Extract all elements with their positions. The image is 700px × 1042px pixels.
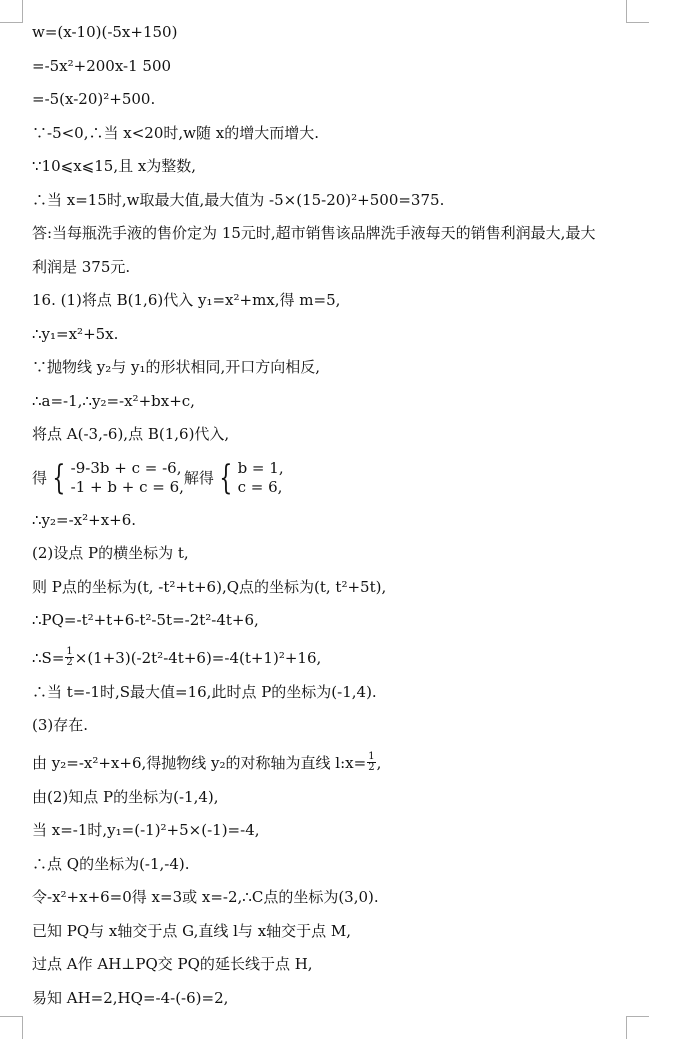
text-line: 易知 AH=2,HQ=-4-(-6)=2, <box>32 988 229 1007</box>
equation-system <box>71 459 184 497</box>
equation-row: -9-3b + c = -6, <box>70 458 182 477</box>
text-line: ∴y₁=x²+5x. <box>32 324 119 343</box>
text-line: ∴当 t=-1时,S最大值=16,此时点 P的坐标为(-1,4). <box>32 682 377 701</box>
text-line: ∴点 Q的坐标为(-1,-4). <box>32 854 190 873</box>
text-line: (2)设点 P的横坐标为 t, <box>32 544 189 562</box>
text-line: ∴a=-1,∴y₂=-x²+bx+c, <box>32 391 195 410</box>
text-line: ∵抛物线 y₂与 y₁的形状相同,开口方向相反, <box>32 358 321 376</box>
text-line: 已知 PQ与 x轴交于点 G,直线 l与 x轴交于点 M, <box>32 921 352 940</box>
equation-system-line <box>32 458 652 498</box>
text-line: =-5(x-20)²+500. <box>32 90 156 108</box>
text-line: ∴y₂=-x²+x+6. <box>32 510 137 529</box>
fraction-denominator: 2 <box>368 762 375 773</box>
text-line: 则 P点的坐标为(t, -t²+t+6),Q点的坐标为(t, t²+5t), <box>32 577 387 596</box>
answer-line: 利润是 375元. <box>32 257 131 276</box>
system-prefix: 得 <box>32 468 48 487</box>
solution-row: b = 1, <box>237 458 284 477</box>
left-brace-icon: { <box>219 457 233 498</box>
solution-row: c = 6, <box>237 477 283 496</box>
problem-16-line: 16. (1)将点 B(1,6)代入 y₁=x²+mx,得 m=5, <box>32 291 341 309</box>
fraction-numerator: 1 <box>66 646 73 657</box>
text-line: (3)存在. <box>32 716 89 734</box>
answer-line: 答:当每瓶洗手液的售价定为 15元时,超市销售该品牌洗手液每天的销售利润最大,最大 <box>32 224 596 242</box>
area-formula-start: ∴S= <box>32 648 65 667</box>
text-line: ∴PQ=-t²+t+6-t²-5t=-2t²-4t+6, <box>32 611 259 629</box>
text-line: 令-x²+x+6=0得 x=3或 x=-2,∴C点的坐标为(3,0). <box>32 888 379 906</box>
document-page <box>32 22 652 1021</box>
text-line: 将点 A(-3,-6),点 B(1,6)代入, <box>32 425 230 443</box>
solution-system <box>238 459 284 497</box>
text-line: ∵10⩽x⩽15,且 x为整数, <box>32 157 197 175</box>
fraction <box>65 647 73 668</box>
fraction-denominator: 2 <box>66 657 73 668</box>
area-formula-line <box>32 644 652 672</box>
text-line: =-5x²+200x-1 500 <box>32 56 172 75</box>
text-line: 由(2)知点 P的坐标为(-1,4), <box>32 787 219 806</box>
text-line: 过点 A作 AH⊥PQ交 PQ的延长线于点 H, <box>32 955 313 973</box>
system-middle: 解得 <box>183 468 214 487</box>
axis-line-end: , <box>376 753 382 772</box>
text-line: ∵-5<0,∴当 x<20时,w随 x的增大而增大. <box>32 123 319 142</box>
crop-mark-bottom-left <box>0 1016 23 1039</box>
crop-mark-top-right <box>626 0 649 23</box>
crop-mark-top-left <box>0 0 23 23</box>
area-formula-end: ×(1+3)(-2t²-4t+6)=-4(t+1)²+16, <box>74 648 322 667</box>
text-line: w=(x-10)(-5x+150) <box>32 23 178 41</box>
left-brace-icon: { <box>52 457 66 498</box>
equation-row: -1 + b + c = 6, <box>70 477 184 496</box>
axis-line-start: 由 y₂=-x²+x+6,得抛物线 y₂的对称轴为直线 l:x= <box>32 753 367 772</box>
fraction <box>367 752 375 773</box>
text-line: 当 x=-1时,y₁=(-1)²+5×(-1)=-4, <box>32 821 260 839</box>
fraction-numerator: 1 <box>368 751 375 762</box>
text-line: ∴当 x=15时,w取最大值,最大值为 -5×(15-20)²+500=375. <box>32 190 445 209</box>
axis-of-symmetry-line <box>32 749 652 777</box>
